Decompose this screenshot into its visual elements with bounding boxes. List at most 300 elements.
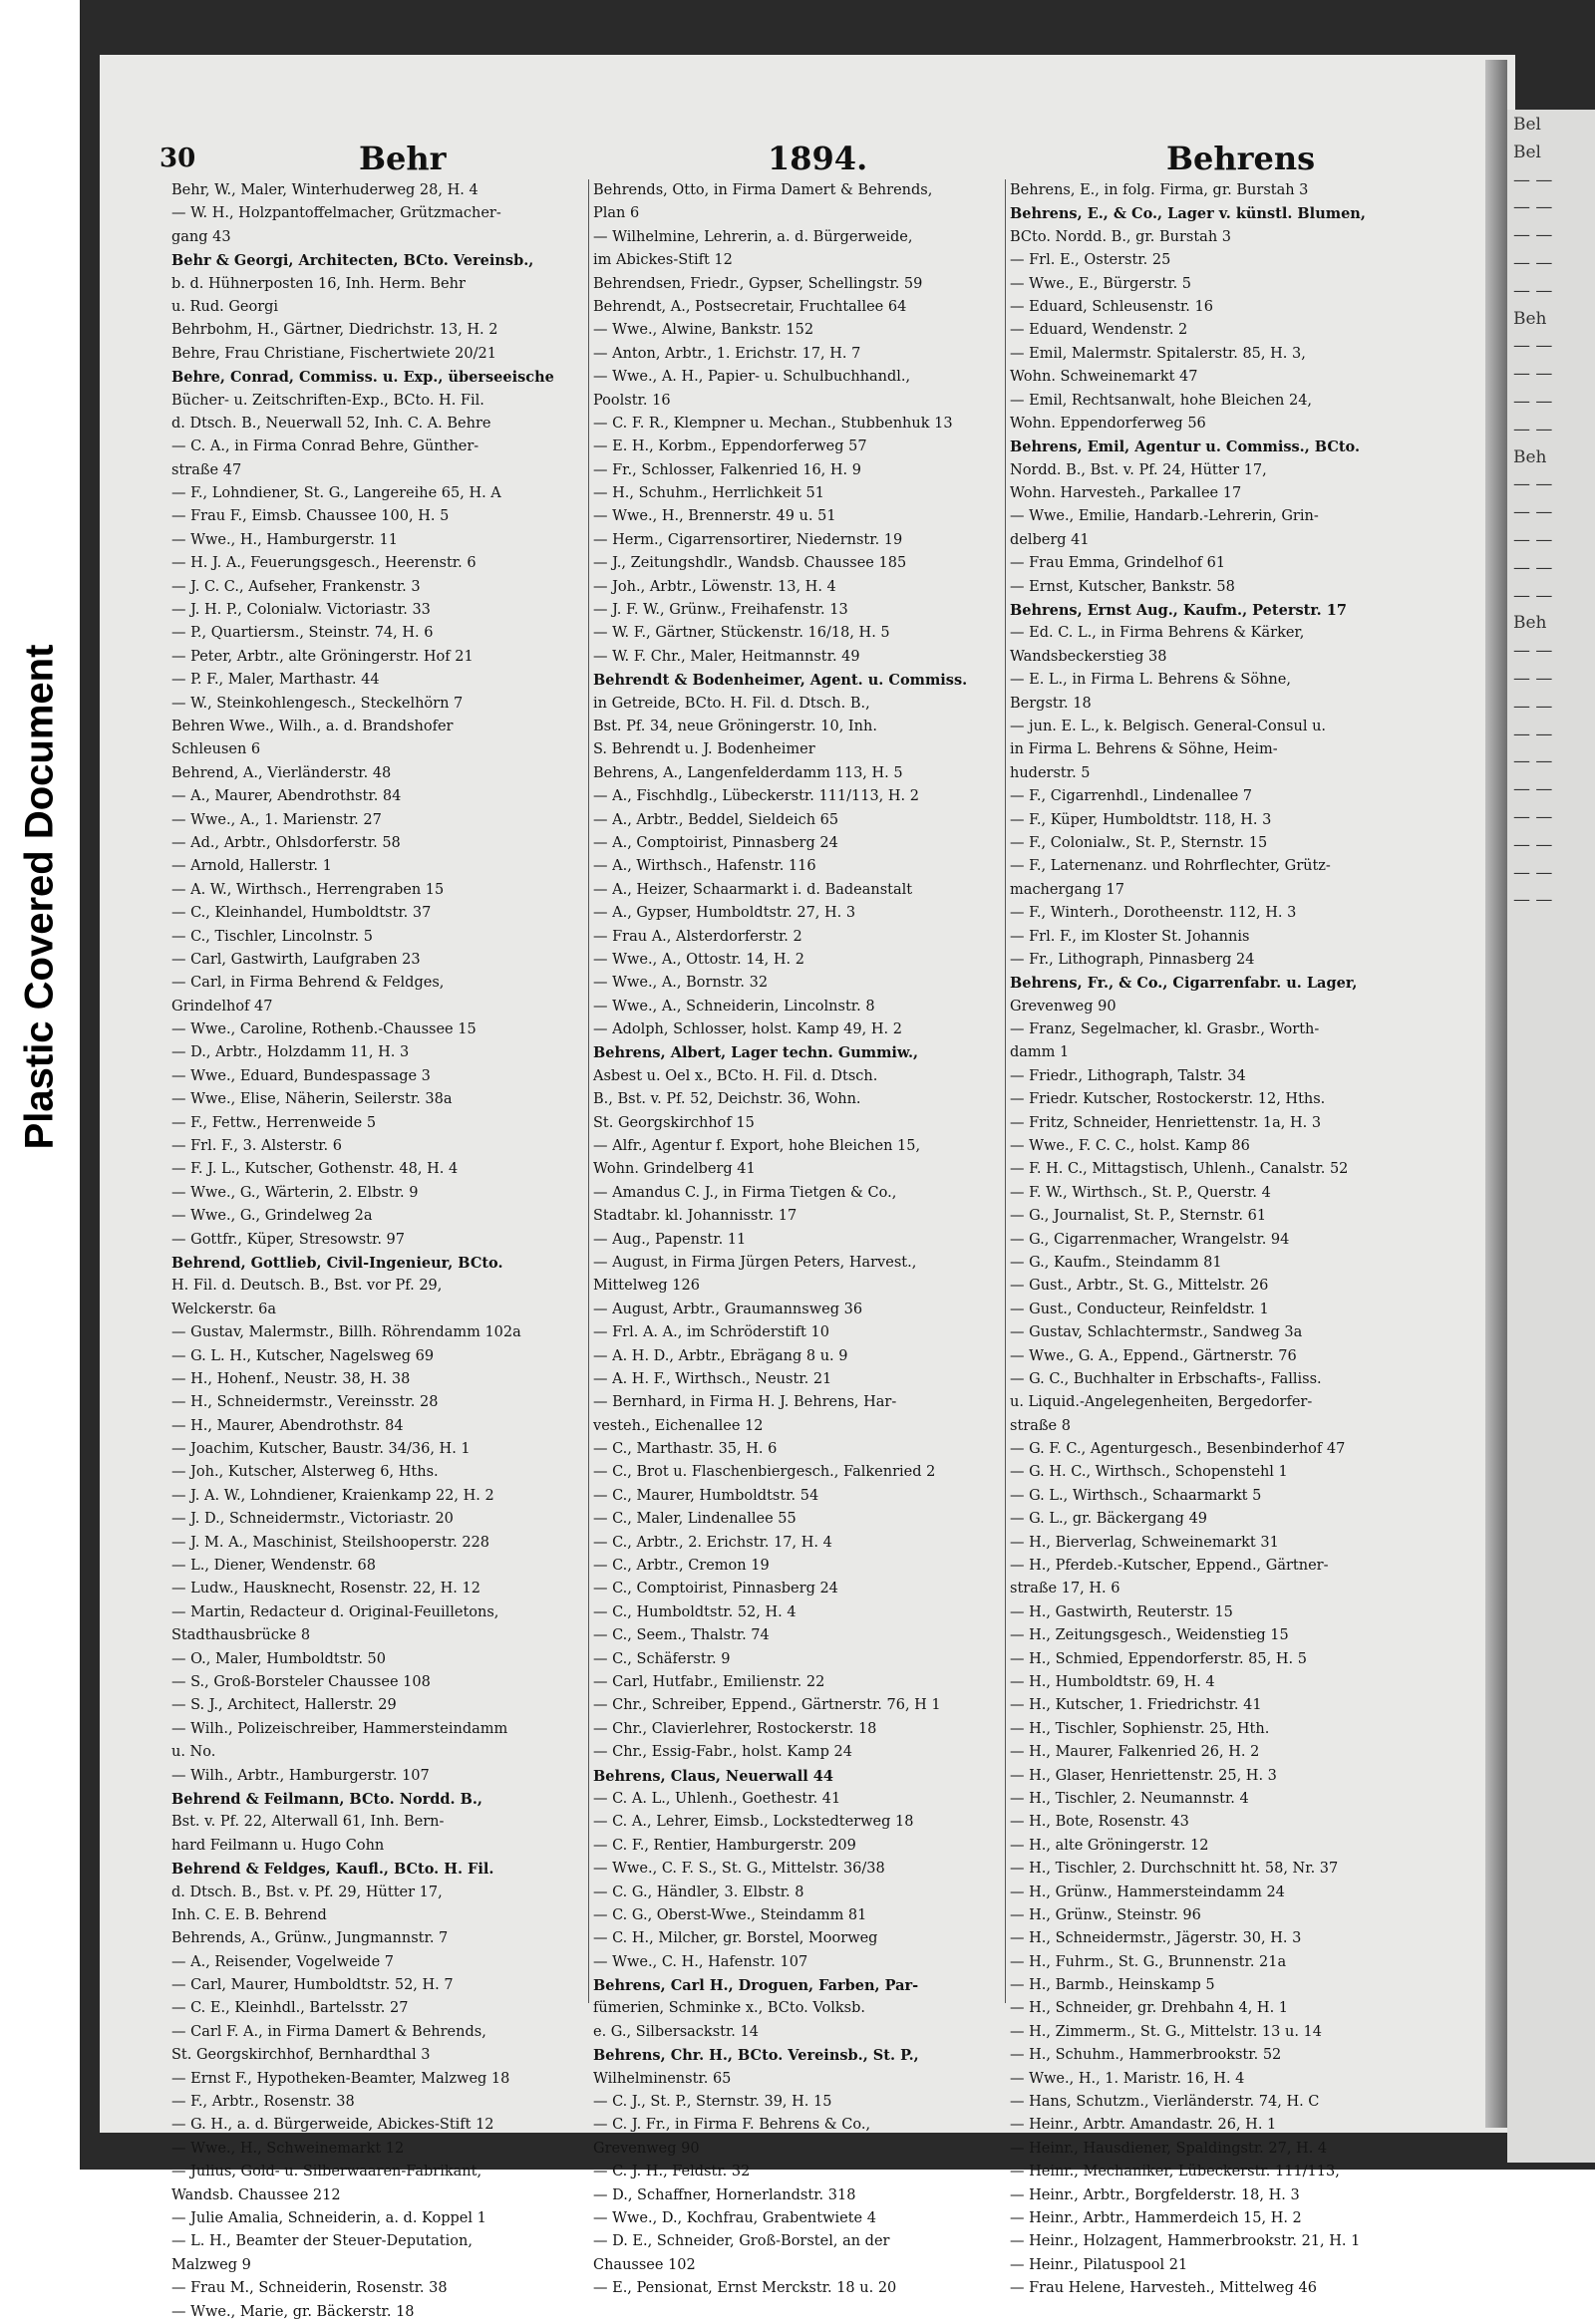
directory-entry-line: Behrens, E., & Co., Lager v. künstl. Blumen, [1010, 205, 1366, 223]
directory-entry-line: — Wilh., Polizeischreiber, Hammersteindamm [171, 1720, 508, 1737]
directory-entry-line: — Wwe., H., Brennerstr. 49 u. 51 [593, 508, 836, 525]
directory-entry-line: Wohn. Harvesteh., Parkallee 17 [1010, 485, 1242, 502]
directory-entry-line: u. Liquid.-Angelegenheiten, Bergedorfer- [1010, 1394, 1313, 1411]
directory-entry-line: Behrend, Gottlieb, Civil-Ingenieur, BCto. [171, 1254, 503, 1272]
directory-entry-line: straße 17, H. 6 [1010, 1581, 1120, 1598]
directory-entry-line: H. Fil. d. Deutsch. B., Bst. vor Pf. 29, [171, 1278, 443, 1295]
directory-entry-line: — H., Gastwirth, Reuterstr. 15 [1010, 1603, 1233, 1620]
directory-entry-line: — Wwe., H., Hamburgerstr. 11 [171, 531, 398, 548]
directory-entry-line: — A., Reisender, Vogelweide 7 [171, 1953, 395, 1970]
directory-entry-line: — E. H., Korbm., Eppendorferweg 57 [593, 438, 867, 455]
directory-entry-line: in Getreide, BCto. H. Fil. d. Dtsch. B., [593, 695, 870, 712]
directory-entry-line: — A., Heizer, Schaarmarkt i. d. Badeanstalt [593, 881, 913, 898]
directory-column-2 [588, 179, 1002, 2297]
directory-entry-line: Wandsb. Chaussee 212 [171, 2186, 341, 2203]
directory-entry-line: — C., Maurer, Humboldtstr. 54 [593, 1487, 819, 1504]
header-right-catchword: Behrens [1166, 140, 1316, 177]
next-page-fragment: — — [1513, 724, 1553, 744]
next-page-fragment: — — [1513, 252, 1553, 273]
directory-entry-line: huderstr. 5 [1010, 764, 1091, 781]
page-header [160, 140, 1316, 177]
directory-entry-line: — S., Groß-Borsteler Chaussee 108 [171, 1674, 431, 1690]
directory-entry-line: — J. D., Schneidermstr., Victoriastr. 20 [171, 1511, 454, 1528]
next-page-fragment: — — [1513, 890, 1553, 911]
directory-entry-line: — C., Seem., Thalstr. 74 [593, 1627, 770, 1644]
directory-entry-line: — Eduard, Wendenstr. 2 [1010, 322, 1188, 339]
next-page-fragment: — — [1513, 391, 1553, 412]
directory-entry-line: — Gustav, Malermstr., Billh. Röhrendamm 102a [171, 1324, 521, 1341]
directory-entry-line: Chaussee 102 [593, 2256, 696, 2273]
directory-entry-line: — C. A., in Firma Conrad Behre, Günther- [171, 438, 479, 455]
directory-entry-line: — Frau Helene, Harvesteh., Mittelweg 46 [1010, 2280, 1317, 2297]
directory-entry-line: — Frl. A. A., im Schröderstift 10 [593, 1324, 829, 1341]
directory-entry-line: — Emil, Malermstr. Spitalerstr. 85, H. 3, [1010, 345, 1306, 362]
directory-entry-line: — Joachim, Kutscher, Baustr. 34/36, H. 1 [171, 1441, 471, 1458]
directory-entry-line: — Heinr., Arbtr. Amandastr. 26, H. 1 [1010, 2117, 1277, 2134]
directory-entry-line: Stadtabr. kl. Johannisstr. 17 [593, 1208, 798, 1225]
directory-entry-line: — H., Schmied, Eppendorferstr. 85, H. 5 [1010, 1650, 1307, 1667]
directory-entry-line: — A., Wirthsch., Hafenstr. 116 [593, 858, 816, 875]
directory-entry-line: — F., Arbtr., Rosenstr. 38 [171, 2094, 355, 2111]
directory-entry-line: — G., Kaufm., Steindamm 81 [1010, 1254, 1222, 1271]
directory-entry-line: — Ernst, Kutscher, Bankstr. 58 [1010, 578, 1235, 595]
directory-entry-line: Wohn. Eppendorferweg 56 [1010, 415, 1206, 432]
directory-entry-line: Plan 6 [593, 205, 640, 222]
directory-entry-line: — A., Gypser, Humboldtstr. 27, H. 3 [593, 905, 856, 922]
directory-entry-line: BCto. Nordd. B., gr. Burstah 3 [1010, 228, 1232, 245]
directory-entry-line: — G. L., gr. Bäckergang 49 [1010, 1511, 1208, 1528]
directory-entry-line: — H., Fuhrm., St. G., Brunnenstr. 21a [1010, 1953, 1287, 1970]
directory-entry-line: — H., Barmb., Heinskamp 5 [1010, 1977, 1215, 1994]
next-page-fragment: — — [1513, 474, 1553, 495]
directory-entry-line: Bücher- u. Zeitschriften-Exp., BCto. H. Fil. [171, 392, 484, 409]
next-page-fragment: Beh [1513, 308, 1547, 329]
directory-entry-line: — F., Lohndiener, St. G., Langereihe 65, H. A [171, 485, 501, 502]
directory-entry-line: — J. C. C., Aufseher, Frankenstr. 3 [171, 578, 421, 595]
directory-entry-line: — jun. E. L., k. Belgisch. General-Consul u. [1010, 718, 1327, 734]
directory-entry-line: — H., Schneidermstr., Jägerstr. 30, H. 3 [1010, 1930, 1302, 1947]
directory-entry-line: — A. W., Wirthsch., Herrengraben 15 [171, 881, 445, 898]
next-page-fragment: Bel [1513, 115, 1541, 135]
directory-entry-line: — C. F. R., Klempner u. Mechan., Stubbenhuk 13 [593, 415, 953, 432]
directory-entry-line: S. Behrendt u. J. Bodenheimer [593, 741, 815, 758]
header-left-catchword: Behr [359, 140, 447, 177]
directory-entry-line: — Gust., Conducteur, Reinfeldstr. 1 [1010, 1301, 1269, 1317]
directory-entry-line: Behrens, Emil, Agentur u. Commiss., BCto. [1010, 438, 1361, 456]
directory-entry-line: — H. J. A., Feuerungsgesch., Heerenstr. 6 [171, 555, 477, 572]
directory-entry-line: — C., Maler, Lindenallee 55 [593, 1511, 797, 1528]
directory-entry-line: — G., Cigarrenmacher, Wrangelstr. 94 [1010, 1231, 1290, 1248]
directory-entry-line: — J. H. P., Colonialw. Victoriastr. 33 [171, 602, 431, 619]
directory-entry-line: Behrens, Carl H., Droguen, Farben, Par- [593, 1977, 919, 1995]
directory-entry-line: Nordd. B., Bst. v. Pf. 24, Hütter 17, [1010, 461, 1267, 478]
directory-entry-line: — C. G., Oberst-Wwe., Steindamm 81 [593, 1906, 867, 1923]
next-page-fragment: — — [1513, 806, 1553, 827]
directory-entry-line: — Heinr., Hausdiener, Spaldingstr. 27, H. 4 [1010, 2140, 1328, 2157]
directory-entry-line: B., Bst. v. Pf. 52, Deichstr. 36, Wohn. [593, 1091, 861, 1108]
directory-entry-line: — C., Brot u. Flaschenbiergesch., Falkenried 2 [593, 1464, 936, 1481]
directory-entry-line: — C., Arbtr., Cremon 19 [593, 1558, 770, 1575]
directory-entry-line: — Aug., Papenstr. 11 [593, 1231, 747, 1248]
directory-entry-line: straße 47 [171, 461, 242, 478]
directory-entry-line: — Friedr., Lithograph, Talstr. 34 [1010, 1067, 1246, 1084]
next-page-fragment: — — [1513, 529, 1553, 550]
directory-entry-line: — Wwe., A., Schneiderin, Lincolnstr. 8 [593, 998, 875, 1015]
directory-entry-line: — Heinr., Arbtr., Borgfelderstr. 18, H. 3 [1010, 2186, 1300, 2203]
directory-entry-line: — A., Comptoirist, Pinnasberg 24 [593, 834, 838, 851]
directory-entry-line: hard Feilmann u. Hugo Cohn [171, 1837, 385, 1854]
directory-entry-line: Behrends, A., Grünw., Jungmannstr. 7 [171, 1930, 449, 1947]
directory-entry-line: — A., Fischhdlg., Lübeckerstr. 111/113, H. 2 [593, 788, 919, 805]
directory-column-3 [1005, 179, 1419, 2297]
directory-entry-line: — Fr., Schlosser, Falkenried 16, H. 9 [593, 461, 861, 478]
directory-entry-line: — C. A. L., Uhlenh., Goethestr. 41 [593, 1790, 841, 1807]
directory-entry-line: — C., Tischler, Lincolnstr. 5 [171, 928, 373, 945]
directory-entry-line: — C. F., Rentier, Hamburgerstr. 209 [593, 1837, 856, 1854]
directory-entry-line: — Eduard, Schleusenstr. 16 [1010, 298, 1213, 315]
directory-entry-line: Asbest u. Oel x., BCto. H. Fil. d. Dtsch. [593, 1067, 878, 1084]
directory-entry-line: — S. J., Architect, Hallerstr. 29 [171, 1697, 397, 1714]
directory-entry-line: — F., Küper, Humboldtstr. 118, H. 3 [1010, 811, 1272, 828]
directory-entry-line: — Wwe., Alwine, Bankstr. 152 [593, 322, 814, 339]
directory-entry-line: straße 8 [1010, 1417, 1071, 1434]
next-page-fragment: — — [1513, 779, 1553, 800]
directory-entry-line: — Heinr., Mechaniker, Lübeckerstr. 111/113, [1010, 2164, 1340, 2180]
directory-entry-line: vesteh., Eichenallee 12 [593, 1417, 764, 1434]
page-gutter [1485, 60, 1507, 2128]
directory-entry-line: — H., Humboldtstr. 69, H. 4 [1010, 1674, 1215, 1690]
next-page-fragment: — — [1513, 557, 1553, 578]
directory-entry-line: — L. H., Beamter der Steuer-Deputation, [171, 2233, 473, 2250]
directory-entry-line: — Wwe., C. F. S., St. G., Mittelstr. 36/38 [593, 1861, 885, 1878]
directory-entry-line: — F. J. L., Kutscher, Gothenstr. 48, H. 4 [171, 1161, 459, 1178]
directory-entry-line: — G., Journalist, St. P., Sternstr. 61 [1010, 1208, 1267, 1225]
directory-entry-line: — C. J. Fr., in Firma F. Behrens & Co., [593, 2117, 871, 2134]
next-page-edge [1507, 110, 1595, 2163]
page-number: 30 [160, 144, 196, 173]
directory-entry-line: machergang 17 [1010, 881, 1124, 898]
directory-entry-line: — G. H. C., Wirthsch., Schopenstehl 1 [1010, 1464, 1288, 1481]
directory-entry-line: — W. F. Chr., Maler, Heitmannstr. 49 [593, 648, 860, 665]
directory-entry-line: — G. F. C., Agenturgesch., Besenbinderhof 47 [1010, 1441, 1346, 1458]
directory-entry-line: — F. H. C., Mittagstisch, Uhlenh., Canalstr. 52 [1010, 1161, 1349, 1178]
next-page-fragment: — — [1513, 585, 1553, 606]
next-page-fragment: — — [1513, 696, 1553, 717]
directory-entry-line: — W. H., Holzpantoffelmacher, Grützmacher- [171, 205, 501, 222]
directory-entry-line: Behrendsen, Friedr., Gypser, Schellingstr. 59 [593, 275, 923, 292]
directory-entry-line: — Carl F. A., in Firma Damert & Behrends, [171, 2023, 486, 2040]
directory-entry-line: Bst. Pf. 34, neue Gröningerstr. 10, Inh. [593, 718, 877, 734]
directory-entry-line: — F., Laternenanz. und Rohrflechter, Grütz- [1010, 858, 1331, 875]
directory-entry-line: — Wwe., G., Wärterin, 2. Elbstr. 9 [171, 1184, 419, 1201]
directory-entry-line: — H., Zimmerm., St. G., Mittelstr. 13 u. 14 [1010, 2023, 1323, 2040]
directory-entry-line: — Wwe., G. A., Eppend., Gärtnerstr. 76 [1010, 1347, 1297, 1364]
directory-entry-line: — Gottfr., Küper, Stresowstr. 97 [171, 1231, 406, 1248]
directory-entry-line: delberg 41 [1010, 531, 1090, 548]
directory-entry-line: — C., Comptoirist, Pinnasberg 24 [593, 1581, 838, 1598]
directory-entry-line: Behren Wwe., Wilh., a. d. Brandshofer [171, 718, 454, 734]
directory-entry-line: — Fritz, Schneider, Henriettenstr. 1a, H. 3 [1010, 1114, 1322, 1131]
directory-entry-line: — August, Arbtr., Graumannsweg 36 [593, 1301, 863, 1317]
directory-entry-line: — H., Schuhm., Hammerbrookstr. 52 [1010, 2047, 1282, 2064]
directory-entry-line: in Firma L. Behrens & Söhne, Heim- [1010, 741, 1278, 758]
directory-entry-line: — Ludw., Hausknecht, Rosenstr. 22, H. 12 [171, 1581, 480, 1598]
directory-entry-line: — L., Diener, Wendenstr. 68 [171, 1558, 377, 1575]
directory-entry-line: — C. A., Lehrer, Eimsb., Lockstedterweg 18 [593, 1814, 914, 1831]
directory-columns [171, 179, 1404, 2320]
directory-entry-line: — C. J. H., Feldstr. 32 [593, 2164, 751, 2180]
directory-column-1 [171, 179, 580, 2320]
directory-entry-line: — H., Grünw., Steinstr. 96 [1010, 1906, 1201, 1923]
directory-entry-line: — Wwe., G., Grindelweg 2a [171, 1208, 373, 1225]
directory-entry-line: — C. E., Kleinhdl., Bartelsstr. 27 [171, 2000, 409, 2017]
directory-entry-line: — Wwe., Caroline, Rothenb.-Chaussee 15 [171, 1021, 477, 1038]
directory-entry-line: Behrendt, A., Postsecretair, Fruchtallee 64 [593, 298, 907, 315]
directory-entry-line: — J., Zeitungshdlr., Wandsb. Chaussee 185 [593, 555, 907, 572]
directory-entry-line: — Wilh., Arbtr., Hamburgerstr. 107 [171, 1767, 430, 1784]
directory-entry-line: — Wwe., C. H., Hafenstr. 107 [593, 1953, 808, 1970]
directory-entry-line: — Emil, Rechtsanwalt, hohe Bleichen 24, [1010, 392, 1313, 409]
directory-entry-line: — D., Schaffner, Hornerlandstr. 318 [593, 2186, 856, 2203]
directory-entry-line: — Wwe., H., 1. Maristr. 16, H. 4 [1010, 2070, 1245, 2087]
next-page-fragment: — — [1513, 834, 1553, 855]
directory-entry-line: — Arnold, Hallerstr. 1 [171, 858, 332, 875]
directory-entry-line: Bst. v. Pf. 22, Alterwall 61, Inh. Bern- [171, 1814, 445, 1831]
directory-entry-line: — H., Maurer, Abendrothstr. 84 [171, 1417, 404, 1434]
directory-entry-line: Wohn. Schweinemarkt 47 [1010, 369, 1198, 386]
directory-entry-line: u. No. [171, 1744, 216, 1761]
directory-entry-line: — D., Arbtr., Holzdamm 11, H. 3 [171, 1044, 410, 1061]
directory-entry-line: — Amandus C. J., in Firma Tietgen & Co., [593, 1184, 897, 1201]
directory-entry-line: Behre, Conrad, Commiss. u. Exp., überseeische [171, 369, 554, 387]
directory-entry-line: — Frl. F., 3. Alsterstr. 6 [171, 1138, 342, 1155]
directory-entry-line: — Frau A., Alsterdorferstr. 2 [593, 928, 802, 945]
directory-entry-line: — Frau M., Schneiderin, Rosenstr. 38 [171, 2280, 448, 2297]
directory-entry-line: — Wwe., A., Bornstr. 32 [593, 975, 769, 992]
directory-entry-line: — W. F., Gärtner, Stückenstr. 16/18, H. 5 [593, 625, 890, 642]
directory-entry-line: — Joh., Kutscher, Alsterweg 6, Hths. [171, 1464, 439, 1481]
directory-entry-line: — C. H., Milcher, gr. Borstel, Moorweg [593, 1930, 878, 1947]
directory-entry-line: — Anton, Arbtr., 1. Erichstr. 17, H. 7 [593, 345, 861, 362]
directory-entry-line: — C., Humboldtstr. 52, H. 4 [593, 1603, 797, 1620]
directory-entry-line: — J. A. W., Lohndiener, Kraienkamp 22, H. 2 [171, 1487, 494, 1504]
directory-entry-line: — J. F. W., Grünw., Freihafenstr. 13 [593, 602, 848, 619]
directory-entry-line: Behrendt & Bodenheimer, Agent. u. Commiss. [593, 672, 968, 690]
directory-entry-line: — Ernst F., Hypotheken-Beamter, Malzweg 18 [171, 2070, 510, 2087]
directory-entry-line: Behrend, A., Vierländerstr. 48 [171, 764, 392, 781]
next-page-fragment: Beh [1513, 446, 1547, 467]
directory-entry-line: — F., Winterh., Dorotheenstr. 112, H. 3 [1010, 905, 1297, 922]
directory-entry-line: — Chr., Schreiber, Eppend., Gärtnerstr. 76, H 1 [593, 1697, 941, 1714]
directory-entry-line: — H., Schneidermstr., Vereinsstr. 28 [171, 1394, 439, 1411]
directory-entry-line: — C., Schäferstr. 9 [593, 1650, 731, 1667]
directory-entry-line: — Herm., Cigarrensortirer, Niedernstr. 19 [593, 531, 903, 548]
header-year: 1894. [768, 140, 868, 177]
next-page-fragment: — — [1513, 862, 1553, 883]
directory-entry-line: Behrens, A., Langenfelderdamm 113, H. 5 [593, 764, 903, 781]
directory-entry-line: — Wwe., Marie, gr. Bäckerstr. 18 [171, 2303, 415, 2320]
directory-entry-line: u. Rud. Georgi [171, 298, 279, 315]
directory-entry-line: Behrens, Claus, Neuerwall 44 [593, 1767, 833, 1785]
directory-entry-line: — F., Fettw., Herrenweide 5 [171, 1114, 377, 1131]
side-label-text: Plastic Covered Document [17, 644, 62, 1150]
directory-entry-line: Grindelhof 47 [171, 998, 273, 1015]
directory-entry-line: Behrens, Albert, Lager techn. Gummiw., [593, 1044, 919, 1062]
directory-entry-line: St. Georgskirchhof, Bernhardthal 3 [171, 2047, 431, 2064]
directory-entry-line: Behre, Frau Christiane, Fischertwiete 20/21 [171, 345, 496, 362]
directory-entry-line: — C. G., Händler, 3. Elbstr. 8 [593, 1884, 804, 1900]
directory-entry-line: — G. C., Buchhalter in Erbschafts-, Falliss. [1010, 1370, 1322, 1387]
side-label-strip [0, 0, 80, 2170]
directory-entry-line: — Joh., Arbtr., Löwenstr. 13, H. 4 [593, 578, 836, 595]
directory-entry-line: — Carl, in Firma Behrend & Feldges, [171, 975, 445, 992]
directory-entry-line: — A. H. F., Wirthsch., Neustr. 21 [593, 1370, 832, 1387]
directory-entry-line: — Ed. C. L., in Firma Behrens & Kärker, [1010, 625, 1305, 642]
directory-entry-line: — F. W., Wirthsch., St. P., Querstr. 4 [1010, 1184, 1271, 1201]
directory-entry-line: Schleusen 6 [171, 741, 261, 758]
directory-entry-line: — Wwe., H., Schweinemarkt 12 [171, 2140, 405, 2157]
directory-entry-line: Behrend & Feldges, Kaufl., BCto. H. Fil. [171, 1861, 494, 1879]
next-page-fragment: — — [1513, 751, 1553, 772]
directory-entry-line: — H., alte Gröningerstr. 12 [1010, 1837, 1209, 1854]
next-page-fragment: — — [1513, 197, 1553, 218]
directory-entry-line: — G. L. H., Kutscher, Nagelsweg 69 [171, 1347, 435, 1364]
directory-entry-line: — Wwe., Eduard, Bundespassage 3 [171, 1067, 431, 1084]
directory-entry-line: — H., Tischler, 2. Neumannstr. 4 [1010, 1790, 1249, 1807]
directory-entry-line: — Fr., Lithograph, Pinnasberg 24 [1010, 951, 1255, 968]
directory-entry-line: Stadthausbrücke 8 [171, 1627, 311, 1644]
directory-entry-line: — Julius, Gold- u. Silberwaaren-Fabrikant, [171, 2164, 482, 2180]
directory-entry-line: Wohn. Grindelberg 41 [593, 1161, 756, 1178]
directory-entry-line: Wilhelminenstr. 65 [593, 2070, 732, 2087]
directory-entry-line: — H., Bote, Rosenstr. 43 [1010, 1814, 1189, 1831]
directory-entry-line: — H., Pferdeb.-Kutscher, Eppend., Gärtner- [1010, 1558, 1329, 1575]
directory-entry-line: damm 1 [1010, 1044, 1070, 1061]
directory-entry-line: — Chr., Clavierlehrer, Rostockerstr. 18 [593, 1720, 877, 1737]
next-page-fragment: — — [1513, 169, 1553, 190]
directory-entry-line: — W., Steinkohlengesch., Steckelhörn 7 [171, 695, 464, 712]
directory-entry-line: — Wwe., D., Kochfrau, Grabentwiete 4 [593, 2209, 876, 2226]
directory-entry-line: fümerien, Schminke x., BCto. Volksb. [593, 2000, 866, 2017]
next-page-fragment: — — [1513, 668, 1553, 689]
directory-entry-line: — E. L., in Firma L. Behrens & Söhne, [1010, 672, 1291, 689]
directory-entry-line: — Peter, Arbtr., alte Gröningerstr. Hof 21 [171, 648, 474, 665]
directory-entry-line: gang 43 [171, 228, 231, 245]
directory-entry-line: — H., Tischler, Sophienstr. 25, Hth. [1010, 1720, 1270, 1737]
directory-entry-line: — Adolph, Schlosser, holst. Kamp 49, H. 2 [593, 1021, 902, 1038]
directory-entry-line: — Chr., Essig-Fabr., holst. Kamp 24 [593, 1744, 852, 1761]
directory-entry-line: — Frau Emma, Grindelhof 61 [1010, 555, 1226, 572]
directory-entry-line: — H., Zeitungsgesch., Weidenstieg 15 [1010, 1627, 1289, 1644]
directory-entry-line: — Hans, Schutzm., Vierländerstr. 74, H. C [1010, 2094, 1320, 2111]
directory-entry-line: — F., Cigarrenhdl., Lindenallee 7 [1010, 788, 1252, 805]
directory-entry-line: Behrens, Ernst Aug., Kaufm., Peterstr. 17 [1010, 602, 1347, 620]
directory-entry-line: Behrbohm, H., Gärtner, Diedrichstr. 13, H. 2 [171, 322, 498, 339]
directory-entry-line: — Franz, Segelmacher, kl. Grasbr., Worth- [1010, 1021, 1320, 1038]
directory-entry-line: — H., Tischler, 2. Durchschnitt ht. 58, Nr. 37 [1010, 1861, 1339, 1878]
directory-entry-line: im Abickes-Stift 12 [593, 252, 733, 269]
directory-entry-line: — G. H., a. d. Bürgerweide, Abickes-Stift 12 [171, 2117, 494, 2134]
directory-entry-line: Malzweg 9 [171, 2256, 251, 2273]
directory-entry-line: Wandsbeckerstieg 38 [1010, 648, 1167, 665]
next-page-fragment: — — [1513, 419, 1553, 439]
directory-entry-line: — H., Schneider, gr. Drehbahn 4, H. 1 [1010, 2000, 1289, 2017]
next-page-fragment: — — [1513, 641, 1553, 662]
directory-entry-line: — D. E., Schneider, Groß-Borstel, an der [593, 2233, 890, 2250]
directory-entry-line: e. G., Silbersackstr. 14 [593, 2023, 759, 2040]
directory-entry-line: — Carl, Maurer, Humboldtstr. 52, H. 7 [171, 1977, 454, 1994]
directory-entry-line: — Friedr. Kutscher, Rostockerstr. 12, Hths. [1010, 1091, 1326, 1108]
directory-entry-line: d. Dtsch. B., Bst. v. Pf. 29, Hütter 17, [171, 1884, 443, 1900]
directory-entry-line: — P. F., Maler, Marthastr. 44 [171, 672, 380, 689]
next-page-fragment: — — [1513, 225, 1553, 246]
directory-entry-line: d. Dtsch. B., Neuerwall 52, Inh. C. A. Behre [171, 415, 491, 432]
directory-entry-line: — H., Grünw., Hammersteindamm 24 [1010, 1884, 1285, 1900]
directory-entry-line: Grevenweg 90 [1010, 998, 1116, 1015]
next-page-fragment: — — [1513, 502, 1553, 523]
directory-entry-line: — G. L., Wirthsch., Schaarmarkt 5 [1010, 1487, 1262, 1504]
directory-entry-line: — Alfr., Agentur f. Export, hohe Bleichen 15, [593, 1138, 921, 1155]
directory-entry-line: — Heinr., Holzagent, Hammerbrookstr. 21, H. 1 [1010, 2233, 1361, 2250]
directory-entry-line: — Wwe., A., Ottostr. 14, H. 2 [593, 951, 804, 968]
directory-entry-line: — Wwe., Elise, Näherin, Seilerstr. 38a [171, 1091, 453, 1108]
directory-entry-line: — Carl, Hutfabr., Emilienstr. 22 [593, 1674, 825, 1690]
directory-entry-line: — August, in Firma Jürgen Peters, Harvest., [593, 1254, 917, 1271]
directory-entry-line: Mittelweg 126 [593, 1278, 700, 1295]
directory-entry-line: Behr, W., Maler, Winterhuderweg 28, H. 4 [171, 182, 478, 198]
next-page-fragment: Bel [1513, 142, 1541, 162]
directory-entry-line: — Bernhard, in Firma H. J. Behrens, Har- [593, 1394, 897, 1411]
directory-entry-line: — H., Maurer, Falkenried 26, H. 2 [1010, 1744, 1260, 1761]
directory-entry-line: — F., Colonialw., St. P., Sternstr. 15 [1010, 834, 1268, 851]
directory-entry-line: — Gustav, Schlachtermstr., Sandweg 3a [1010, 1324, 1303, 1341]
directory-entry-line: — A., Maurer, Abendrothstr. 84 [171, 788, 402, 805]
directory-entry-line: St. Georgskirchhof 15 [593, 1114, 755, 1131]
directory-entry-line: — Wwe., A., 1. Marienstr. 27 [171, 811, 382, 828]
directory-entry-line: — J. M. A., Maschinist, Steilshooperstr. 228 [171, 1534, 490, 1551]
directory-entry-line: Poolstr. 16 [593, 392, 671, 409]
directory-entry-line: — C., Arbtr., 2. Erichstr. 17, H. 4 [593, 1534, 832, 1551]
directory-entry-line: — O., Maler, Humboldtstr. 50 [171, 1650, 387, 1667]
directory-entry-line: — H., Hohenf., Neustr. 38, H. 38 [171, 1370, 411, 1387]
directory-entry-line: — Frl. E., Osterstr. 25 [1010, 252, 1171, 269]
directory-entry-line: — Martin, Redacteur d. Original-Feuilletons, [171, 1603, 499, 1620]
directory-entry-line: — H., Glaser, Henriettenstr. 25, H. 3 [1010, 1767, 1277, 1784]
directory-entry-line: — Wwe., Emilie, Handarb.-Lehrerin, Grin- [1010, 508, 1319, 525]
directory-entry-line: Behr & Georgi, Architecten, BCto. Vereinsb., [171, 252, 534, 270]
directory-entry-line: — E., Pensionat, Ernst Merckstr. 18 u. 20 [593, 2280, 897, 2297]
next-page-fragment: — — [1513, 280, 1553, 301]
directory-entry-line: Behrens, E., in folg. Firma, gr. Burstah 3 [1010, 182, 1309, 198]
next-page-fragment: Beh [1513, 613, 1547, 634]
directory-entry-line: Grevenweg 90 [593, 2140, 700, 2157]
directory-entry-line: — Wilhelmine, Lehrerin, a. d. Bürgerweide, [593, 228, 913, 245]
directory-entry-line: — Heinr., Arbtr., Hammerdeich 15, H. 2 [1010, 2209, 1302, 2226]
next-page-fragment: — — [1513, 336, 1553, 357]
directory-entry-line: Behrends, Otto, in Firma Damert & Behrends, [593, 182, 933, 198]
directory-entry-line: — A. H. D., Arbtr., Ebrägang 8 u. 9 [593, 1347, 848, 1364]
directory-entry-line: — Frl. F., im Kloster St. Johannis [1010, 928, 1250, 945]
directory-entry-line: — Wwe., F. C. C., holst. Kamp 86 [1010, 1138, 1250, 1155]
directory-entry-line: Behrend & Feilmann, BCto. Nordd. B., [171, 1790, 482, 1808]
directory-entry-line: — H., Kutscher, 1. Friedrichstr. 41 [1010, 1697, 1262, 1714]
directory-entry-line: — H., Bierverlag, Schweinemarkt 31 [1010, 1534, 1279, 1551]
directory-entry-line: — Wwe., A. H., Papier- u. Schulbuchhandl., [593, 369, 911, 386]
directory-entry-line: — C., Kleinhandel, Humboldtstr. 37 [171, 905, 432, 922]
directory-entry-line: Welckerstr. 6a [171, 1301, 277, 1317]
directory-entry-line: b. d. Hühnerposten 16, Inh. Herm. Behr [171, 275, 466, 292]
directory-entry-line: — A., Arbtr., Beddel, Sieldeich 65 [593, 811, 839, 828]
